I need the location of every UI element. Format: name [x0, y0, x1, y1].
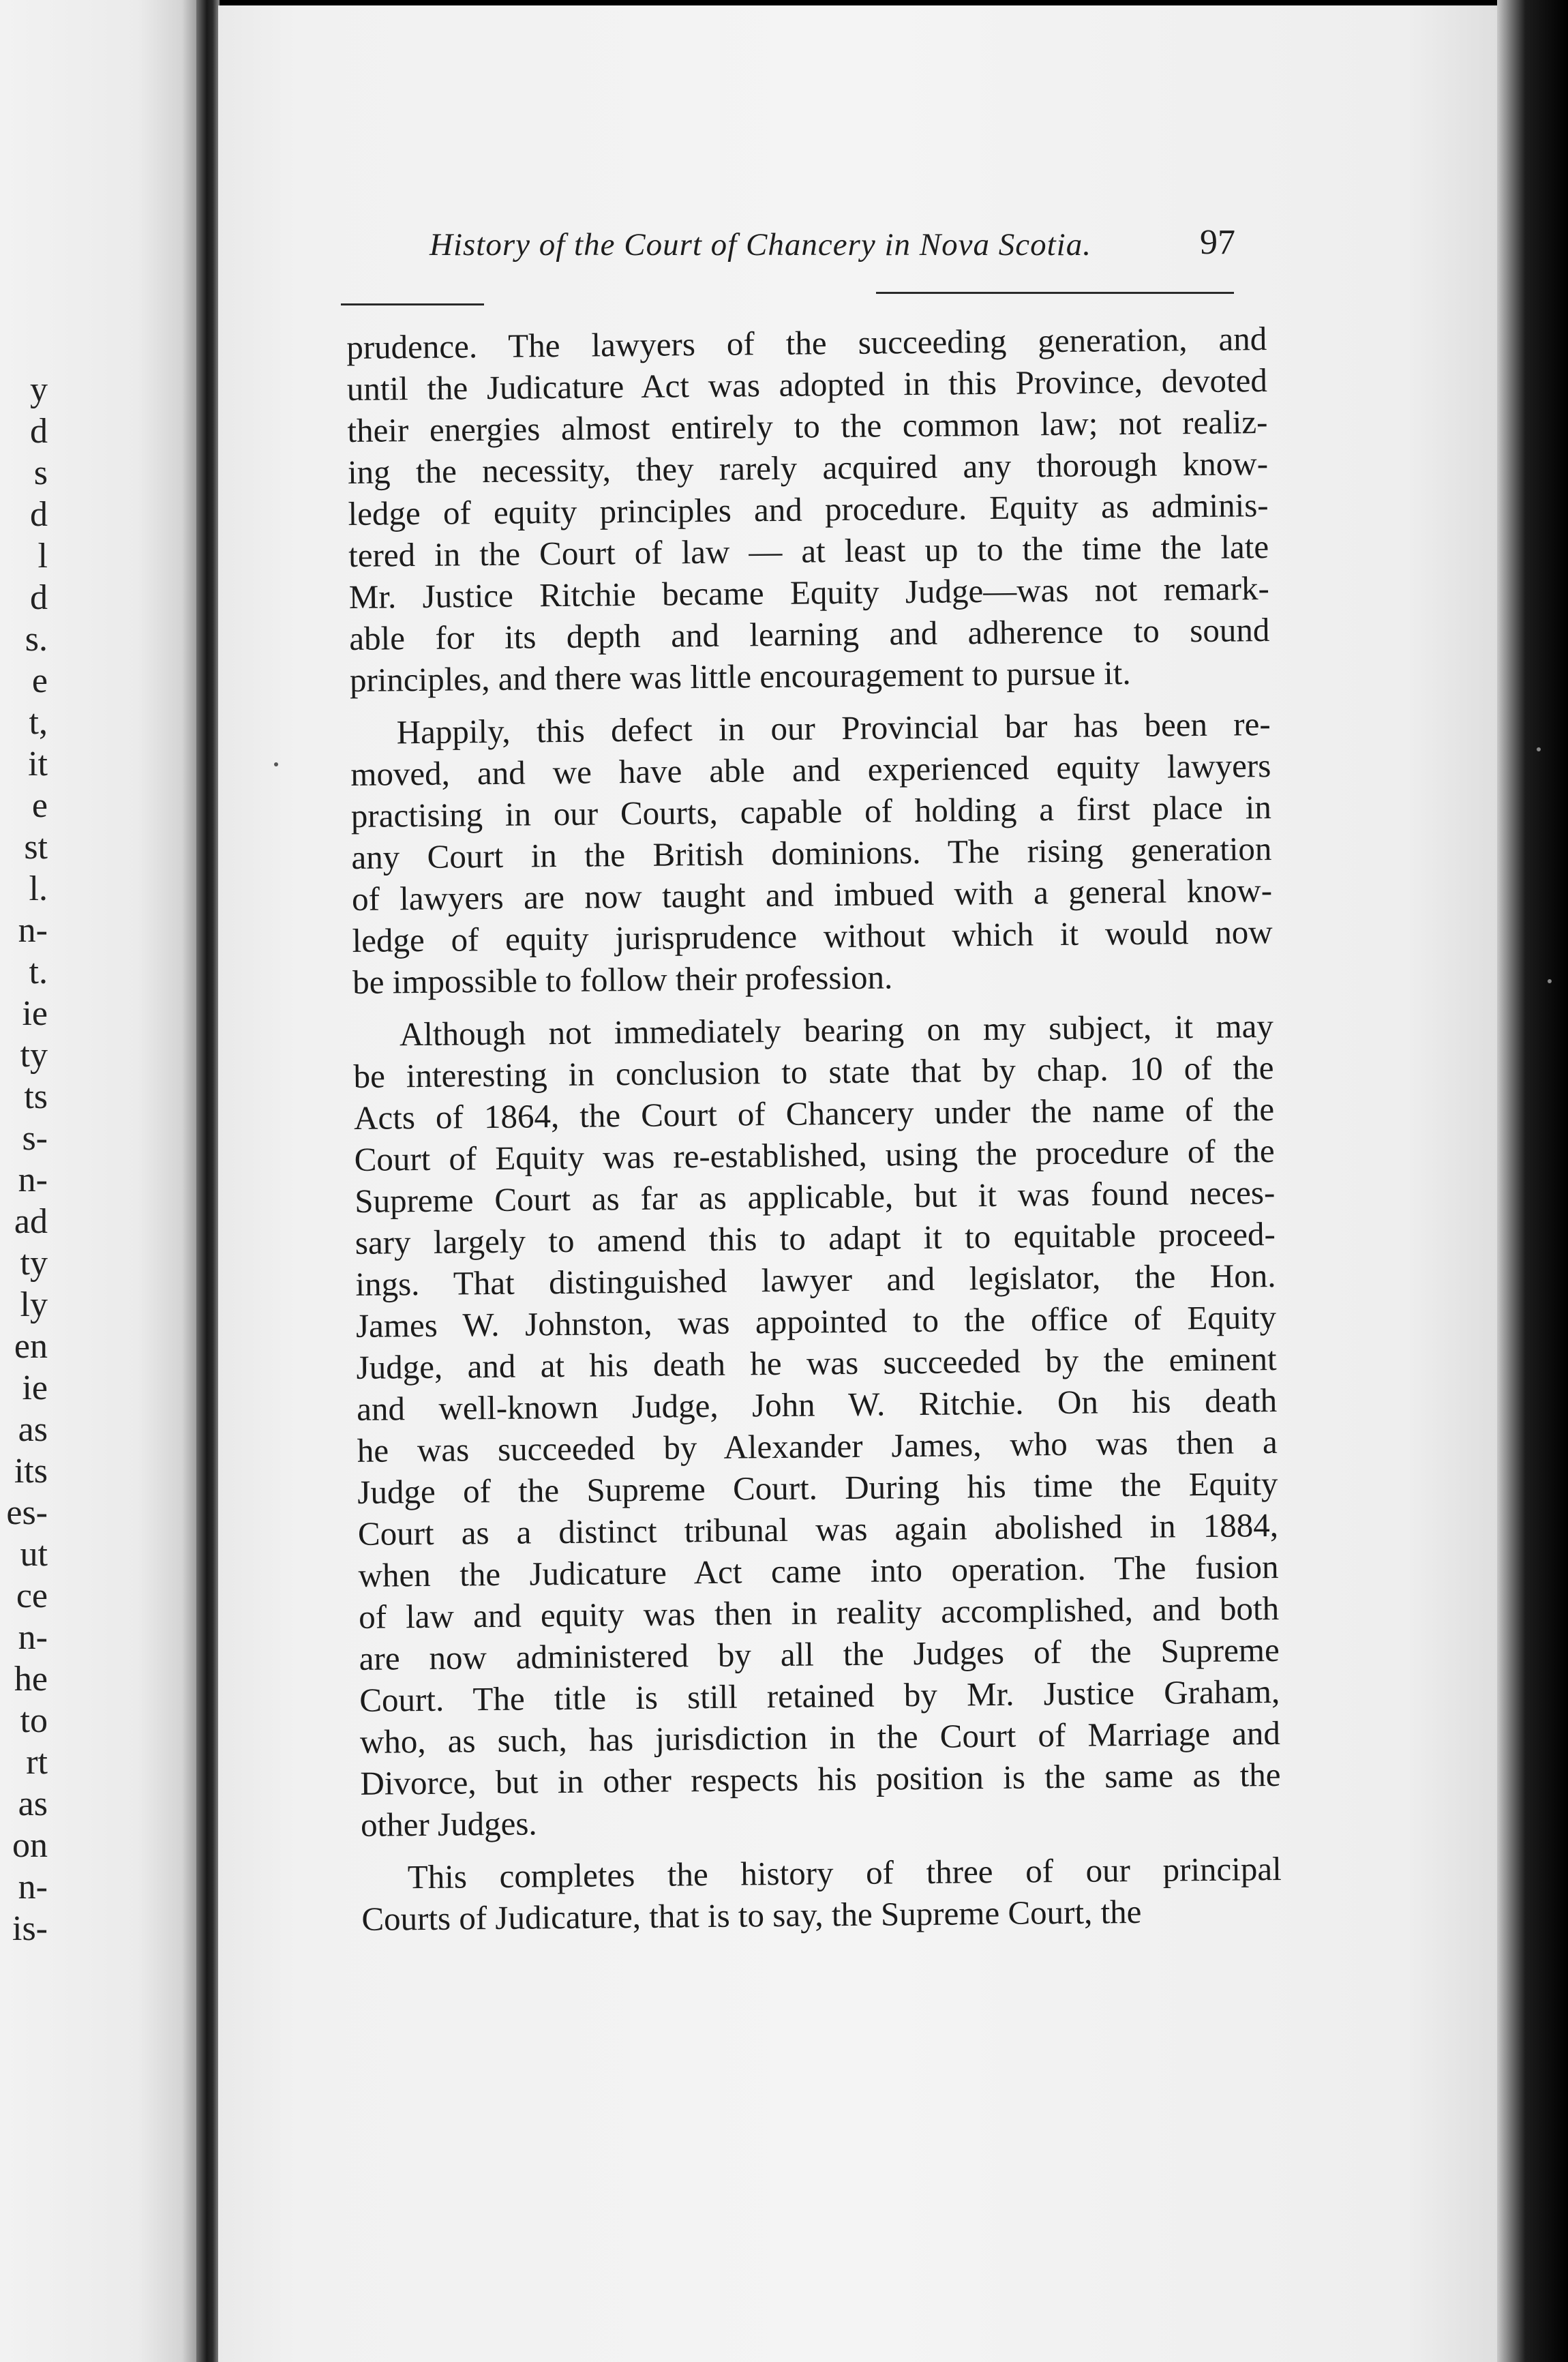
facing-page-fragment: ad: [14, 1202, 48, 1241]
header-rule-right: [876, 292, 1234, 294]
facing-page-fragment: n-: [18, 1161, 48, 1199]
text-line: other Judges.: [360, 1804, 537, 1844]
paper-speck: [1548, 979, 1552, 983]
paragraph: [361, 1849, 1282, 1941]
text-line: of lawyers are now taught and imbued with a general know-: [351, 871, 1273, 918]
text-line: principles, and there was little encouragement to pursue it.: [349, 653, 1131, 699]
facing-page-fragment: to: [20, 1701, 48, 1740]
text-line: are now administered by all the Judges of the Supreme: [359, 1630, 1280, 1677]
text-line: Although not immediately bearing on my subject, it may: [399, 1006, 1274, 1053]
facing-page-fragment: n-: [18, 911, 48, 950]
facing-page-fragment: he: [14, 1660, 48, 1699]
facing-page-fragment: is-: [12, 1909, 48, 1948]
running-head: History of the Court of Chancery in Nova Scotia.: [429, 227, 1091, 263]
header-rule-left: [341, 303, 484, 305]
facing-page-fragment: l.: [29, 869, 48, 908]
text-line: This completes the history of three of our principal: [407, 1849, 1282, 1896]
text-line: he was succeeded by Alexander James, who was then a: [357, 1422, 1278, 1469]
text-line: able for its depth and learning and adherence to sound: [349, 611, 1270, 657]
text-line: any Court in the British dominions. The rising generation: [351, 830, 1272, 876]
text-line: Judge, and at his death he was succeeded by the eminent: [356, 1339, 1277, 1386]
facing-page-fragment: ut: [20, 1535, 48, 1574]
facing-page-fragment: n-: [18, 1618, 48, 1657]
facing-page-fragment: ie: [22, 1369, 48, 1407]
text-line: James W. Johnston, was appointed to the office of Equity: [355, 1298, 1277, 1345]
book-gutter: [196, 0, 220, 2362]
facing-page-fragment: n-: [18, 1868, 48, 1907]
facing-page-fragment: l: [37, 537, 48, 575]
text-line: tered in the Court of law — at least up to the time the late: [348, 528, 1269, 574]
facing-page-fragment: its: [14, 1452, 48, 1491]
paragraph: [353, 1006, 1282, 1847]
facing-page-fragment: t.: [29, 953, 48, 991]
facing-page-fragment: ts: [24, 1077, 48, 1116]
facing-page-fragment: t,: [29, 703, 48, 742]
text-line: be interesting in conclusion to state that by chap. 10 of the: [353, 1048, 1274, 1095]
text-line: be impossible to follow their profession.: [352, 958, 893, 1001]
text-line: and well-known Judge, John W. Ritchie. On his death: [356, 1381, 1278, 1428]
page-number: 97: [1200, 223, 1235, 262]
facing-page-fragment: as: [18, 1410, 48, 1449]
page-edge-shadow: [1497, 0, 1568, 2362]
facing-page-fragment: s-: [22, 1119, 48, 1158]
paper-speck: [274, 762, 278, 766]
facing-page-fragment: ce: [16, 1576, 48, 1615]
facing-page-fragment: ie: [22, 994, 48, 1033]
text-line: Divorce, but in other respects his position is the same as the: [360, 1755, 1281, 1802]
text-line: Court of Equity was re-established, using the procedure of the: [354, 1131, 1275, 1178]
text-line: Acts of 1864, the Court of Chancery under the name of the: [353, 1090, 1275, 1137]
text-line: sary largely to amend this to adapt it to equitable proceed-: [355, 1214, 1276, 1261]
text-line: ings. That distinguished lawyer and legislator, the Hon.: [355, 1256, 1276, 1303]
text-line: Happily, this defect in our Provincial bar has been re-: [396, 705, 1271, 751]
text-line: their energies almost entirely to the common law; not realiz-: [347, 403, 1268, 449]
facing-page-fragment: [0, 327, 48, 369]
text-line: of law and equity was then in reality accomplished, and both: [358, 1589, 1280, 1636]
facing-page-fragment: en: [14, 1327, 48, 1366]
facing-page-left: [0, 0, 198, 2362]
paragraph: [350, 704, 1273, 1004]
facing-page-fragment: s.: [25, 620, 48, 659]
text-line: ledge of equity jurisprudence without which it would now: [352, 913, 1273, 959]
facing-page-fragment: ty: [20, 1036, 48, 1075]
text-line: ledge of equity principles and procedure. Equity as adminis-: [348, 486, 1269, 533]
facing-page-fragment: s: [33, 453, 48, 492]
text-line: who, as such, has jurisdiction in the Court of Marriage and: [359, 1714, 1281, 1761]
text-line: practising in our Courts, capable of holding a first place in: [350, 788, 1272, 835]
text-line: Judge of the Supreme Court. During his time the Equity: [357, 1464, 1278, 1511]
text-line: until the Judicature Act was adopted in this Province, devoted: [346, 361, 1268, 408]
paragraph: [346, 318, 1270, 702]
text-line: Supreme Court as far as applicable, but it was found neces-: [355, 1173, 1276, 1220]
facing-page-fragment: it: [28, 745, 48, 783]
facing-page-fragment: d: [30, 495, 48, 534]
text-line: Mr. Justice Ritchie became Equity Judge—was not remark-: [348, 569, 1269, 616]
text-line: Courts of Judicature, that is to say, the Supreme Court, the: [361, 1892, 1142, 1938]
facing-page-fragment: e: [31, 661, 48, 700]
facing-page-fragment: es-: [6, 1493, 48, 1532]
facing-page-fragment: ty: [20, 1244, 48, 1283]
text-line: Court as a distinct tribunal was again abolished in 1884,: [357, 1506, 1279, 1553]
text-line: prudence. The lawyers of the succeeding generation, and: [346, 320, 1267, 366]
text-line: when the Judicature Act came into operation. The fusion: [358, 1547, 1279, 1594]
facing-page-fragment: e: [31, 786, 48, 825]
facing-page-fragment: rt: [26, 1743, 48, 1782]
text-line: ing the necessity, they rarely acquired any thorough know-: [347, 445, 1269, 491]
paper-speck: [1537, 747, 1541, 751]
facing-page-fragment: d: [30, 412, 48, 451]
facing-page-text-fragments: [0, 327, 48, 1949]
facing-page-fragment: y: [30, 370, 48, 409]
facing-page-fragment: as: [18, 1784, 48, 1823]
text-line: Court. The title is still retained by Mr. Justice Graham,: [359, 1672, 1280, 1719]
body-text: [346, 318, 1282, 1952]
facing-page-fragment: d: [30, 578, 48, 617]
text-line: moved, and we have able and experienced equity lawyers: [350, 747, 1271, 793]
facing-page-fragment: on: [12, 1826, 48, 1865]
facing-page-fragment: ly: [20, 1285, 48, 1324]
facing-page-fragment: st: [24, 828, 48, 867]
